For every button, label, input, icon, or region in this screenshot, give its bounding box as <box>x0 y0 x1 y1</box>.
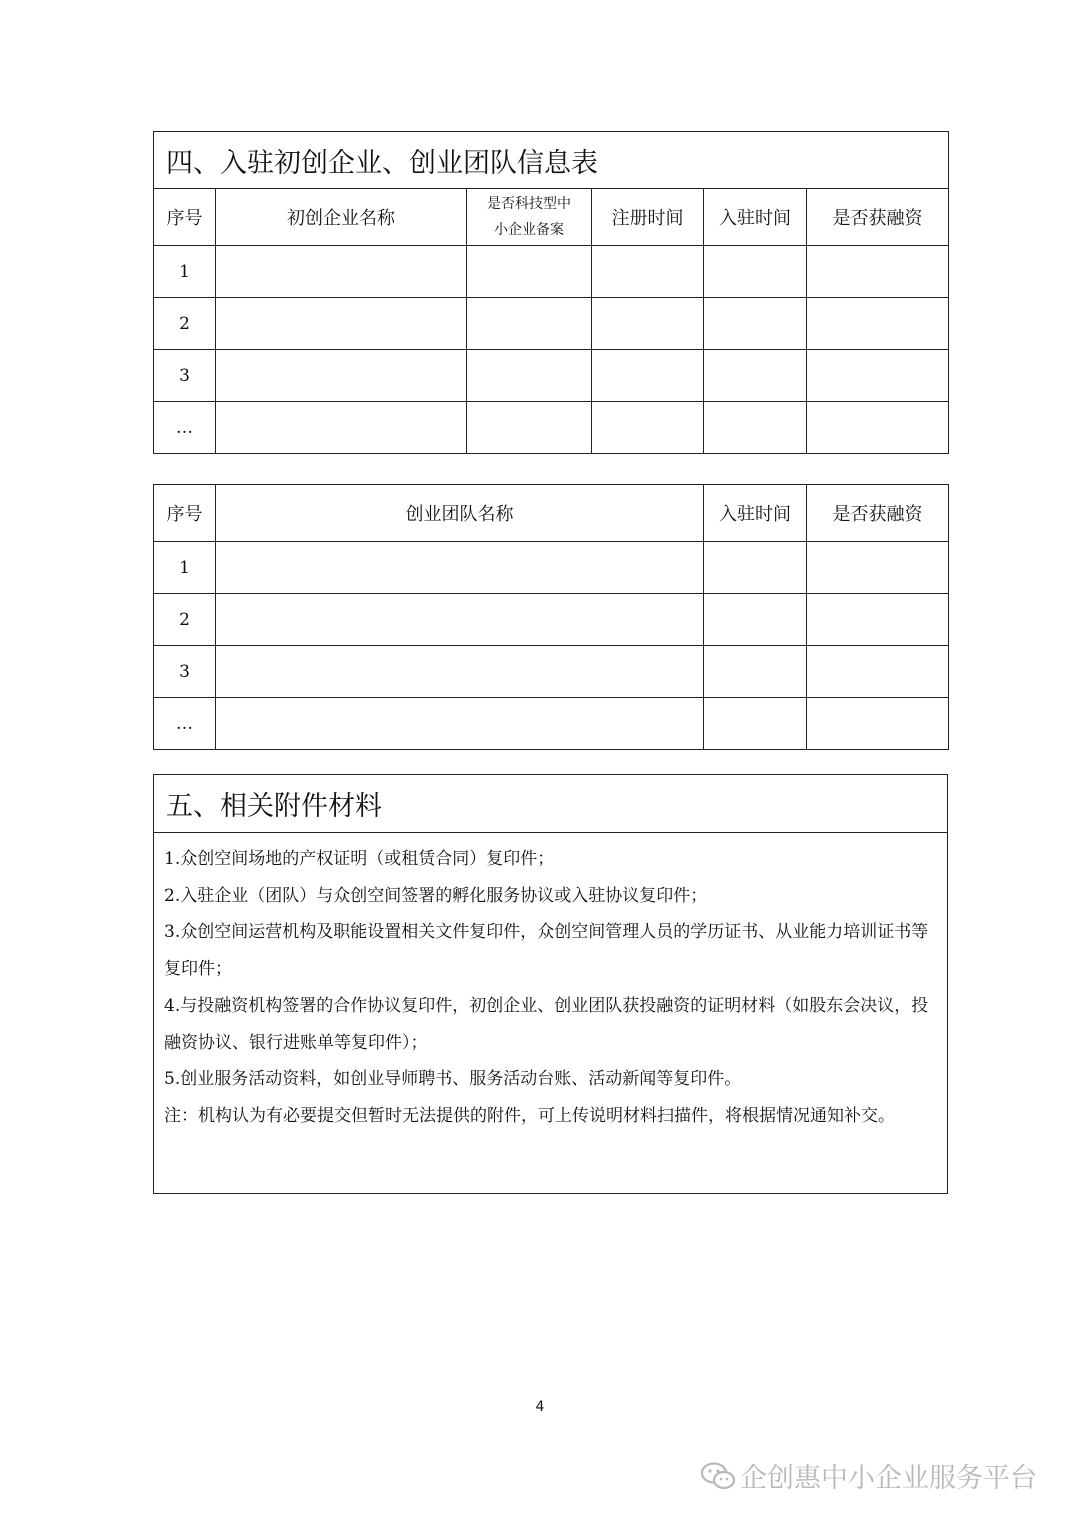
cell-registration-date[interactable] <box>592 246 704 298</box>
row-index: 3 <box>154 646 216 698</box>
cell-move-in-date[interactable] <box>704 646 807 698</box>
table-row <box>154 698 949 750</box>
attachment-item: 2.入驻企业（团队）与众创空间签署的孵化服务协议或入驻协议复印件； <box>164 885 708 906</box>
cell-startup-name[interactable] <box>216 402 467 454</box>
cell-financed[interactable] <box>807 594 949 646</box>
cell-financed[interactable] <box>807 698 949 750</box>
team-info-table <box>153 484 949 750</box>
table-row <box>154 646 949 698</box>
header-team-name: 创业团队名称 <box>216 485 704 542</box>
cell-tech-sme[interactable] <box>467 298 592 350</box>
cell-team-name[interactable] <box>216 542 704 594</box>
cell-team-name[interactable] <box>216 646 704 698</box>
cell-financed[interactable] <box>807 646 949 698</box>
attachment-item: 3.众创空间运营机构及职能设置相关文件复印件，众创空间管理人员的学历证书、从业能力培训证书等复印件； <box>164 922 929 980</box>
cell-move-in-date[interactable] <box>704 350 807 402</box>
cell-move-in-date[interactable] <box>704 698 807 750</box>
cell-move-in-date[interactable] <box>704 298 807 350</box>
cell-financed[interactable] <box>807 542 949 594</box>
header-tech-sme-line2: 小企业备案 <box>494 222 564 238</box>
header-startup-name: 初创企业名称 <box>216 189 467 246</box>
cell-move-in-date[interactable] <box>704 402 807 454</box>
row-index: 1 <box>154 246 216 298</box>
cell-team-name[interactable] <box>216 698 704 750</box>
table-row <box>154 594 949 646</box>
header-move-in-date: 入驻时间 <box>704 189 807 246</box>
cell-tech-sme[interactable] <box>467 350 592 402</box>
startup-info-table <box>153 131 949 454</box>
attachments-table <box>153 774 948 1194</box>
attachment-note: 注：机构认为有必要提交但暂时无法提供的附件，可上传说明材料扫描件，将根据情况通知补交。 <box>164 1105 895 1126</box>
row-index: 1 <box>154 542 216 594</box>
table-row <box>154 246 949 298</box>
cell-startup-name[interactable] <box>216 350 467 402</box>
table-row <box>154 542 949 594</box>
table-row <box>154 402 949 454</box>
cell-move-in-date[interactable] <box>704 542 807 594</box>
attachments-list <box>154 833 948 1194</box>
section-5-title: 五、相关附件材料 <box>154 775 948 833</box>
cell-registration-date[interactable] <box>592 298 704 350</box>
header-move-in-date: 入驻时间 <box>704 485 807 542</box>
row-index: 2 <box>154 298 216 350</box>
attachment-item: 1.众创空间场地的产权证明（或租赁合同）复印件； <box>164 849 555 869</box>
header-financed: 是否获融资 <box>807 189 949 246</box>
header-tech-sme-line1: 是否科技型中 <box>487 196 571 212</box>
row-index: … <box>154 402 216 454</box>
cell-move-in-date[interactable] <box>704 594 807 646</box>
cell-team-name[interactable] <box>216 594 704 646</box>
row-index: … <box>154 698 216 750</box>
header-financed: 是否获融资 <box>807 485 949 542</box>
cell-startup-name[interactable] <box>216 246 467 298</box>
cell-registration-date[interactable] <box>592 350 704 402</box>
cell-financed[interactable] <box>807 350 949 402</box>
cell-move-in-date[interactable] <box>704 246 807 298</box>
cell-financed[interactable] <box>807 246 949 298</box>
cell-financed[interactable] <box>807 402 949 454</box>
section-4-title: 四、入驻初创企业、创业团队信息表 <box>154 132 949 189</box>
watermark-text: 企创惠中小企业服务平台 <box>740 1463 1037 1494</box>
header-tech-sme-registered <box>467 189 592 246</box>
cell-tech-sme[interactable] <box>467 402 592 454</box>
cell-tech-sme[interactable] <box>467 246 592 298</box>
row-index: 2 <box>154 594 216 646</box>
wechat-icon <box>700 1461 736 1491</box>
cell-financed[interactable] <box>807 298 949 350</box>
attachment-item: 4.与投融资机构签署的合作协议复印件，初创企业、创业团队获投融资的证明材料（如股东会决议，投融资协议、银行进账单等复印件）； <box>164 995 929 1053</box>
cell-registration-date[interactable] <box>592 402 704 454</box>
cell-startup-name[interactable] <box>216 298 467 350</box>
table-row <box>154 298 949 350</box>
header-index: 序号 <box>154 189 216 246</box>
attachment-item: 5.创业服务活动资料，如创业导师聘书、服务活动台账、活动新闻等复印件。 <box>164 1069 742 1090</box>
table-row <box>154 350 949 402</box>
header-registration-date: 注册时间 <box>592 189 704 246</box>
row-index: 3 <box>154 350 216 402</box>
watermark <box>700 1456 1037 1495</box>
page-number: 4 <box>535 1399 545 1415</box>
header-index: 序号 <box>154 485 216 542</box>
